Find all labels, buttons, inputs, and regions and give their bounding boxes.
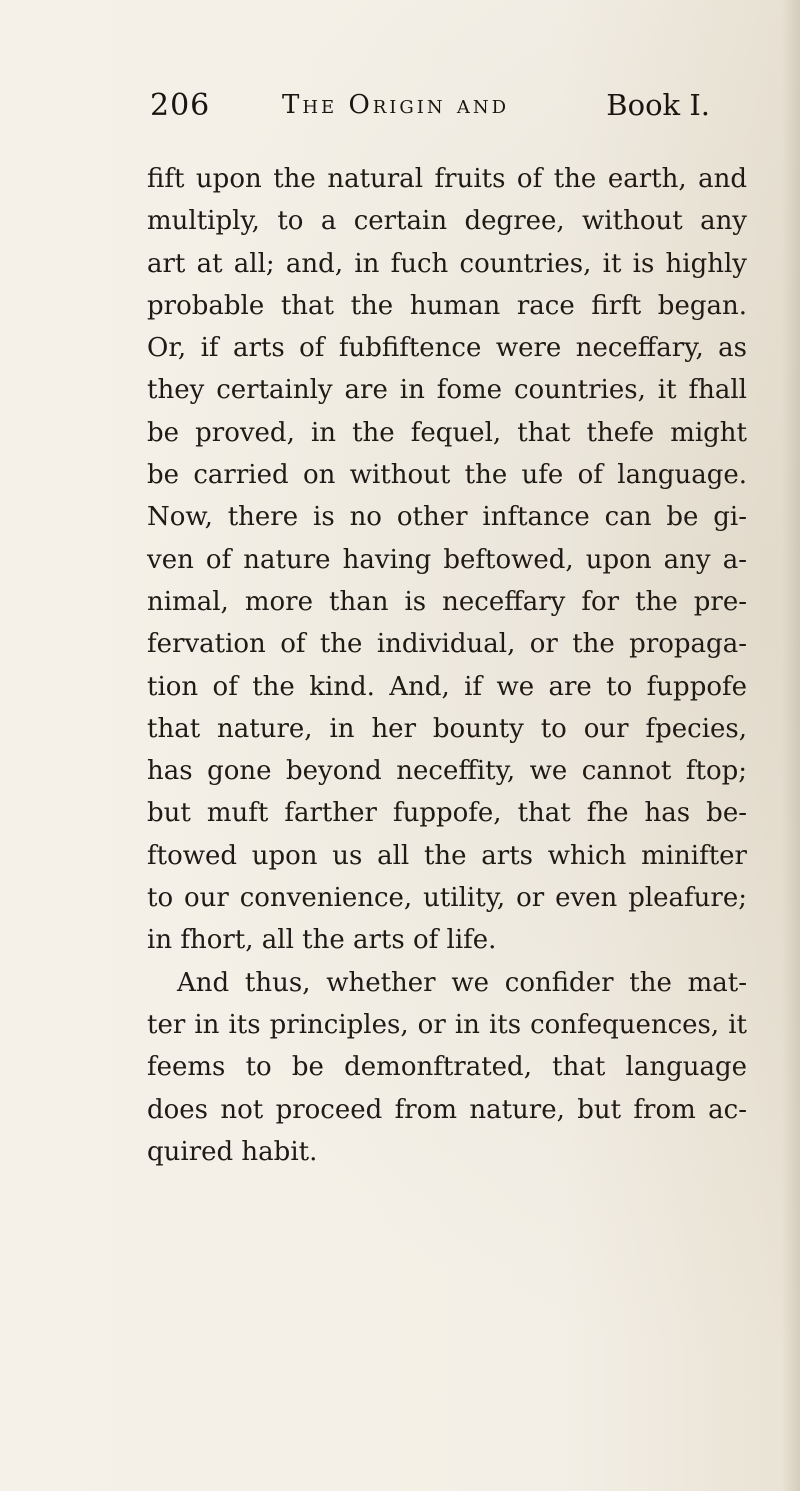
- text-line: has gone beyond neceffity, we cannot ftop;: [147, 756, 747, 787]
- body-text: [147, 158, 747, 1173]
- text-line: ter in its principles, or in its confequences, it: [147, 1009, 747, 1040]
- text-line: nimal, more than is neceffary for the pre-: [147, 586, 747, 617]
- text-line: in fhort, all the arts of life.: [147, 925, 497, 956]
- page-edge-shadow: [782, 0, 800, 1491]
- running-title: The Origin and: [282, 90, 510, 120]
- text-line: tion of the kind. And, if we are to fuppofe: [147, 671, 747, 702]
- text-line: probable that the human race firft began.: [147, 290, 747, 321]
- text-line: fift upon the natural fruits of the earth, and: [147, 164, 747, 194]
- page-number: 206: [150, 88, 211, 123]
- text-line: And thus, whether we confider the mat-: [177, 967, 747, 998]
- text-line: fervation of the individual, or the propaga-: [147, 629, 747, 660]
- text-line: but muft farther fuppofe, that fhe has be-: [147, 798, 747, 829]
- text-line: Now, there is no other inftance can be gi-: [147, 502, 747, 533]
- text-line: ven of nature having beftowed, upon any a-: [147, 544, 747, 575]
- text-line: to our convenience, utility, or even pleafure;: [147, 883, 747, 914]
- text-line: be proved, in the fequel, that thefe might: [147, 417, 747, 448]
- text-line: ftowed upon us all the arts which minifter: [147, 840, 747, 871]
- text-line: art at all; and, in fuch countries, it is highly: [147, 248, 747, 279]
- text-line: does not proceed from nature, but from ac-: [147, 1094, 747, 1125]
- text-line: Or, if arts of fubfiftence were neceffary, as: [147, 333, 747, 364]
- text-line: that nature, in her bounty to our fpecies,: [147, 713, 747, 744]
- text-line: be carried on without the ufe of language.: [147, 460, 747, 491]
- book-label: Book I.: [606, 88, 710, 122]
- text-line: feems to be demonftrated, that language: [147, 1052, 747, 1083]
- text-line: they certainly are in fome countries, it fhall: [147, 375, 747, 406]
- text-line: multiply, to a certain degree, without any: [147, 206, 747, 237]
- running-head: [150, 88, 710, 136]
- text-line: quired habit.: [147, 1136, 318, 1167]
